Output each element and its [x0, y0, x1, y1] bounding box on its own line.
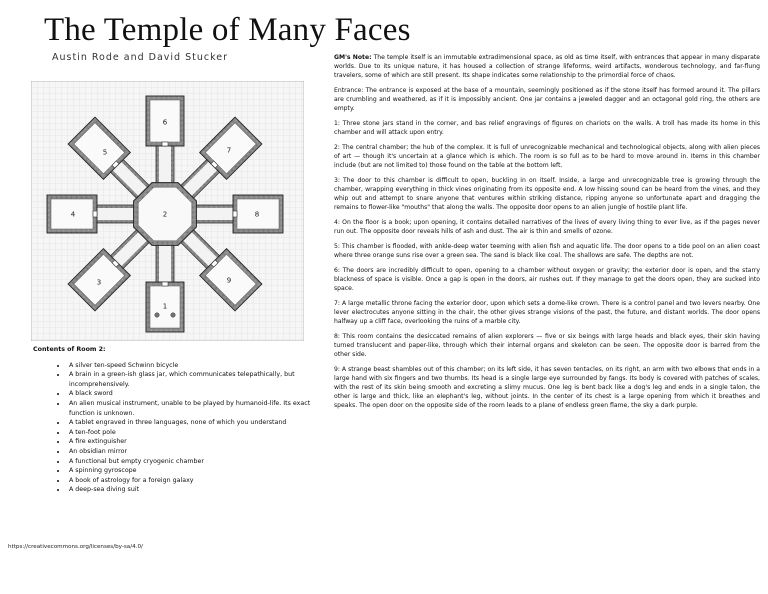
map-corridor-floor	[191, 208, 235, 220]
gm-note	[334, 54, 760, 81]
contents-list	[33, 361, 328, 495]
list-item: • A functional but empty cryogenic chamber	[67, 457, 328, 467]
map-corridor-floor	[95, 208, 139, 220]
map-door	[162, 282, 168, 286]
rooms-list	[334, 87, 760, 411]
map-corridor-floor	[159, 240, 171, 284]
license-link[interactable]: https://creativecommons.org/licenses/by-sa/4.0/	[8, 544, 143, 550]
map-room-label: 7	[226, 146, 232, 155]
list-item: • A spinning gyroscope	[67, 466, 328, 476]
authors: Austin Rode and David Stucker	[52, 52, 229, 63]
gm-note-label: GM's Note:	[334, 54, 372, 61]
list-item: • A book of astrology for a foreign galaxy	[67, 476, 328, 486]
list-item: • A deep-sea diving suit	[67, 485, 328, 495]
room-descriptions	[334, 54, 760, 417]
map-room-label: 8	[254, 210, 260, 219]
map-room-label: 3	[96, 278, 102, 287]
map-room-label: 1	[162, 302, 168, 311]
list-item: • A ten-foot pole	[67, 428, 328, 438]
room-description: 8: This room contains the desiccated remains of alien explorers — five or six beings with large heads and black eyes, their skin having turned translucent and paper-like, through which their internal organs and skeleton can be seen. The opposite door is barred from the other side.	[334, 333, 760, 359]
list-item: • A brain in a green-ish glass jar, which communicates telepathically, but incomprehensively.	[67, 370, 328, 389]
temple-map	[31, 81, 304, 341]
room-description: 1: Three stone jars stand in the corner, and bas relief engravings of figures on chariots on the walls. A troll has made its home in this chamber and will attack upon entry.	[334, 120, 760, 136]
map-room-label: 2	[162, 210, 168, 219]
list-item: • A black sword	[67, 389, 328, 399]
map-room-label: 6	[162, 118, 168, 127]
room-description: 5: This chamber is flooded, with ankle-deep water teeming with alien fish and aquatic life. The door opens to a tide pool on an alien coast where three orange suns rise over a green sea. The sand is black like coal. The shallows are safe. The depths are not.	[334, 243, 760, 260]
map-room-label: 5	[102, 148, 108, 157]
gm-note-text: The temple itself is an immutable extradimensional space, as old as time itself, with entrances that appear in many disparate worlds. Due to its unique nature, it has housed a collection of strange lifeforms, weird artifacts, wonderous technology, and far-flung travelers, some of which are still present. Its shape indicates some relationship to the primordial force of chaos.	[334, 54, 760, 79]
list-item: • A silver ten-speed Schwinn bicycle	[67, 361, 328, 371]
map-door	[162, 142, 168, 146]
map-door	[93, 211, 97, 217]
room-description: 4: On the floor is a book; upon opening, it contains detailed narratives of the lives of every living thing to ever live, as if the pages never run out. The opposite door reveals hills of ash and dust. The air is thin and smells of ozone.	[334, 219, 760, 235]
map-corridor-floor	[159, 144, 171, 188]
map-pillar	[155, 313, 159, 317]
page-title: The Temple of Many Faces	[44, 12, 411, 48]
list-item: • A tablet engraved in three languages, none of which you understand	[67, 418, 328, 428]
map-room-label: 9	[226, 276, 232, 285]
room-description: 6: The doors are incredibly difficult to open, opening to a chamber without oxygen or gravity; the exterior door is open, and the starry blackness of space is visible. Once a gap is open in the doors, air rushes out. If they manage to get the doors open, they are sucked into space.	[334, 267, 760, 293]
map-pillar	[171, 313, 175, 317]
list-item: • An alien musical instrument, unable to be played by humanoid-life. Its exact function is unknown.	[67, 399, 328, 418]
map-room-label: 4	[70, 210, 76, 219]
map-door	[233, 211, 237, 217]
contents-title: Contents of Room 2:	[33, 346, 106, 353]
room-description: Entrance: The entrance is exposed at the base of a mountain, seemingly positioned as if the stone itself has formed around it. The pillars are crumbling and weathered, as if it is impossibly ancient. One jar contains a jeweled dagger and an octagonal gold ring, the others are empty.	[334, 87, 760, 112]
room-description: 2: The central chamber; the hub of the complex. It is full of unrecognizable mechanical and technological objects, along with alien pieces of art — though it's uncertain at a glance which is which. The room is so full as to be hard to move around in. Items in this chamber include (but are not limited to) those found on the table at the bottom left.	[334, 144, 760, 169]
room-description: 7: A large metallic throne facing the exterior door, upon which sets a dome-like crown. There is a control panel and two levers nearby. One lever electrocutes anyone sitting in the chair, the other gives strange visions of the past, the future, and distant worlds. The door opens halfway up a cliff face, overlooking the ruins of a marble city.	[334, 300, 760, 326]
list-item: • An obsidian mirror	[67, 447, 328, 457]
room-description: 9: A strange beast shambles out of this chamber; on its left side, it has seven tentacles, on its right, an arm with two elbows that ends in a large hand with six fingers and two thumbs. Its head is a single large eye surrounded by fangs. Its body is covered with patches of scales, with the rest of its skin being smooth and excreting a slimy mucus. One leg is bent back like a dog's leg and ends in a single talon, the other is large and thick, like an elephant's leg, without joints. In the center of its chest is a large opening from which it breathes and speaks. The open door on the opposite side of the room leads to a plane of endless green flame, the sky a dark purple.	[334, 366, 760, 409]
contents-of-room-2	[33, 345, 328, 495]
list-item: • A fire extinguisher	[67, 437, 328, 447]
room-description: 3: The door to this chamber is difficult to open, buckling in on itself. Inside, a large and unrecognizable tree is growing through the chamber, wrapping everything in thick vines originating from its opposite end. A low hissing sound can be heard from the vines, and they whip out and attempt to snare anyone that ventures within striking distance, ripping anyone so unfortunate apart and dragging the remains to flower-like "mouths" that along the walls. The opposite door opens to an alien jungle of hostile plant life.	[334, 177, 760, 211]
